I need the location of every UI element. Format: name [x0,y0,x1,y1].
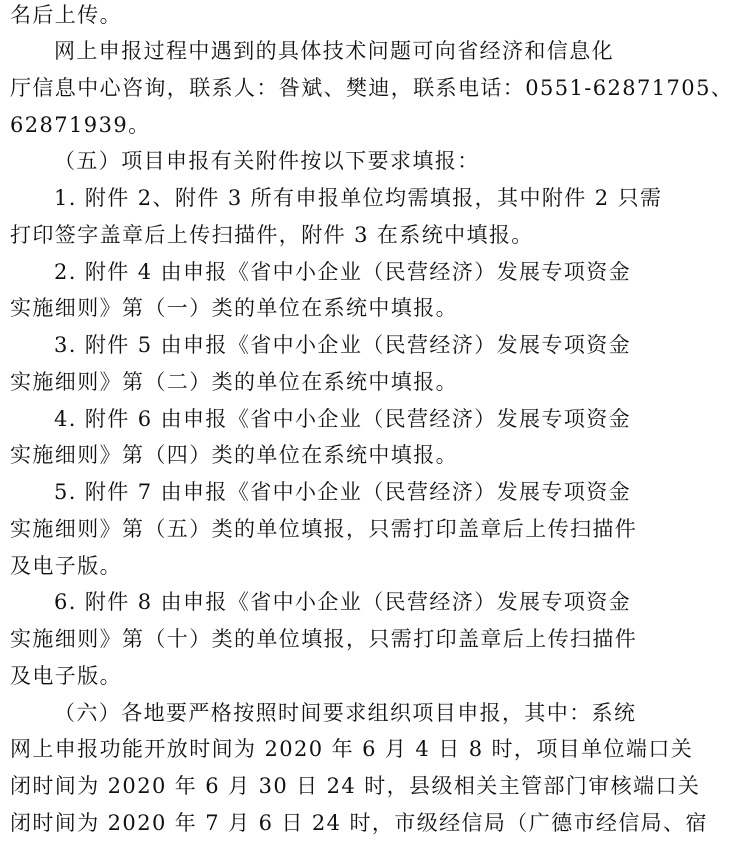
item-4-line-1: 4. 附件 6 由申报《省中小企业（民营经济）发展专项资金 [54,407,632,431]
text-line-1: 名后上传。 [10,3,122,27]
item-2-line-1: 2. 附件 4 由申报《省中小企业（民营经济）发展专项资金 [54,260,632,284]
section-6-line-3: 闭时间为 2020 年 6 月 30 日 24 时，县级相关主管部门审核端口关 [10,774,701,798]
text-line-3: 厅信息中心咨询，联系人：昝斌、樊迪，联系电话：0551-62871705、 [10,76,733,100]
item-2-line-2: 实施细则》第（一）类的单位在系统中填报。 [10,296,458,320]
text-line-2: 网上申报过程中遇到的具体技术问题可向省经济和信息化 [54,39,614,63]
item-5-line-1: 5. 附件 7 由申报《省中小企业（民营经济）发展专项资金 [54,480,632,504]
section-heading-5: （五）项目申报有关附件按以下要求填报： [54,149,480,173]
section-6-line-4: 闭时间为 2020 年 7 月 6 日 24 时，市级经信局（广德市经信局、宿 [10,811,708,835]
item-3-line-2: 实施细则》第（二）类的单位在系统中填报。 [10,370,458,394]
section-6-line-2: 网上申报功能开放时间为 2020 年 6 月 4 日 8 时，项目单位端口关 [10,737,694,761]
item-6-line-3: 及电子版。 [10,664,122,688]
item-5-line-3: 及电子版。 [10,554,122,578]
item-5-line-2: 实施细则》第（五）类的单位填报，只需打印盖章后上传扫描件 [10,517,638,541]
item-6-line-1: 6. 附件 8 由申报《省中小企业（民营经济）发展专项资金 [54,590,632,614]
section-heading-6: （六）各地要严格按照时间要求组织项目申报，其中：系统 [54,701,637,725]
item-4-line-2: 实施细则》第（四）类的单位在系统中填报。 [10,443,458,467]
item-6-line-2: 实施细则》第（十）类的单位填报，只需打印盖章后上传扫描件 [10,627,638,651]
text-line-4: 62871939。 [10,113,151,137]
item-1-line-1: 1. 附件 2、附件 3 所有申报单位均需填报，其中附件 2 只需 [54,186,663,210]
item-3-line-1: 3. 附件 5 由申报《省中小企业（民营经济）发展专项资金 [54,333,632,357]
item-1-line-2: 打印签字盖章后上传扫描件，附件 3 在系统中填报。 [10,223,534,247]
